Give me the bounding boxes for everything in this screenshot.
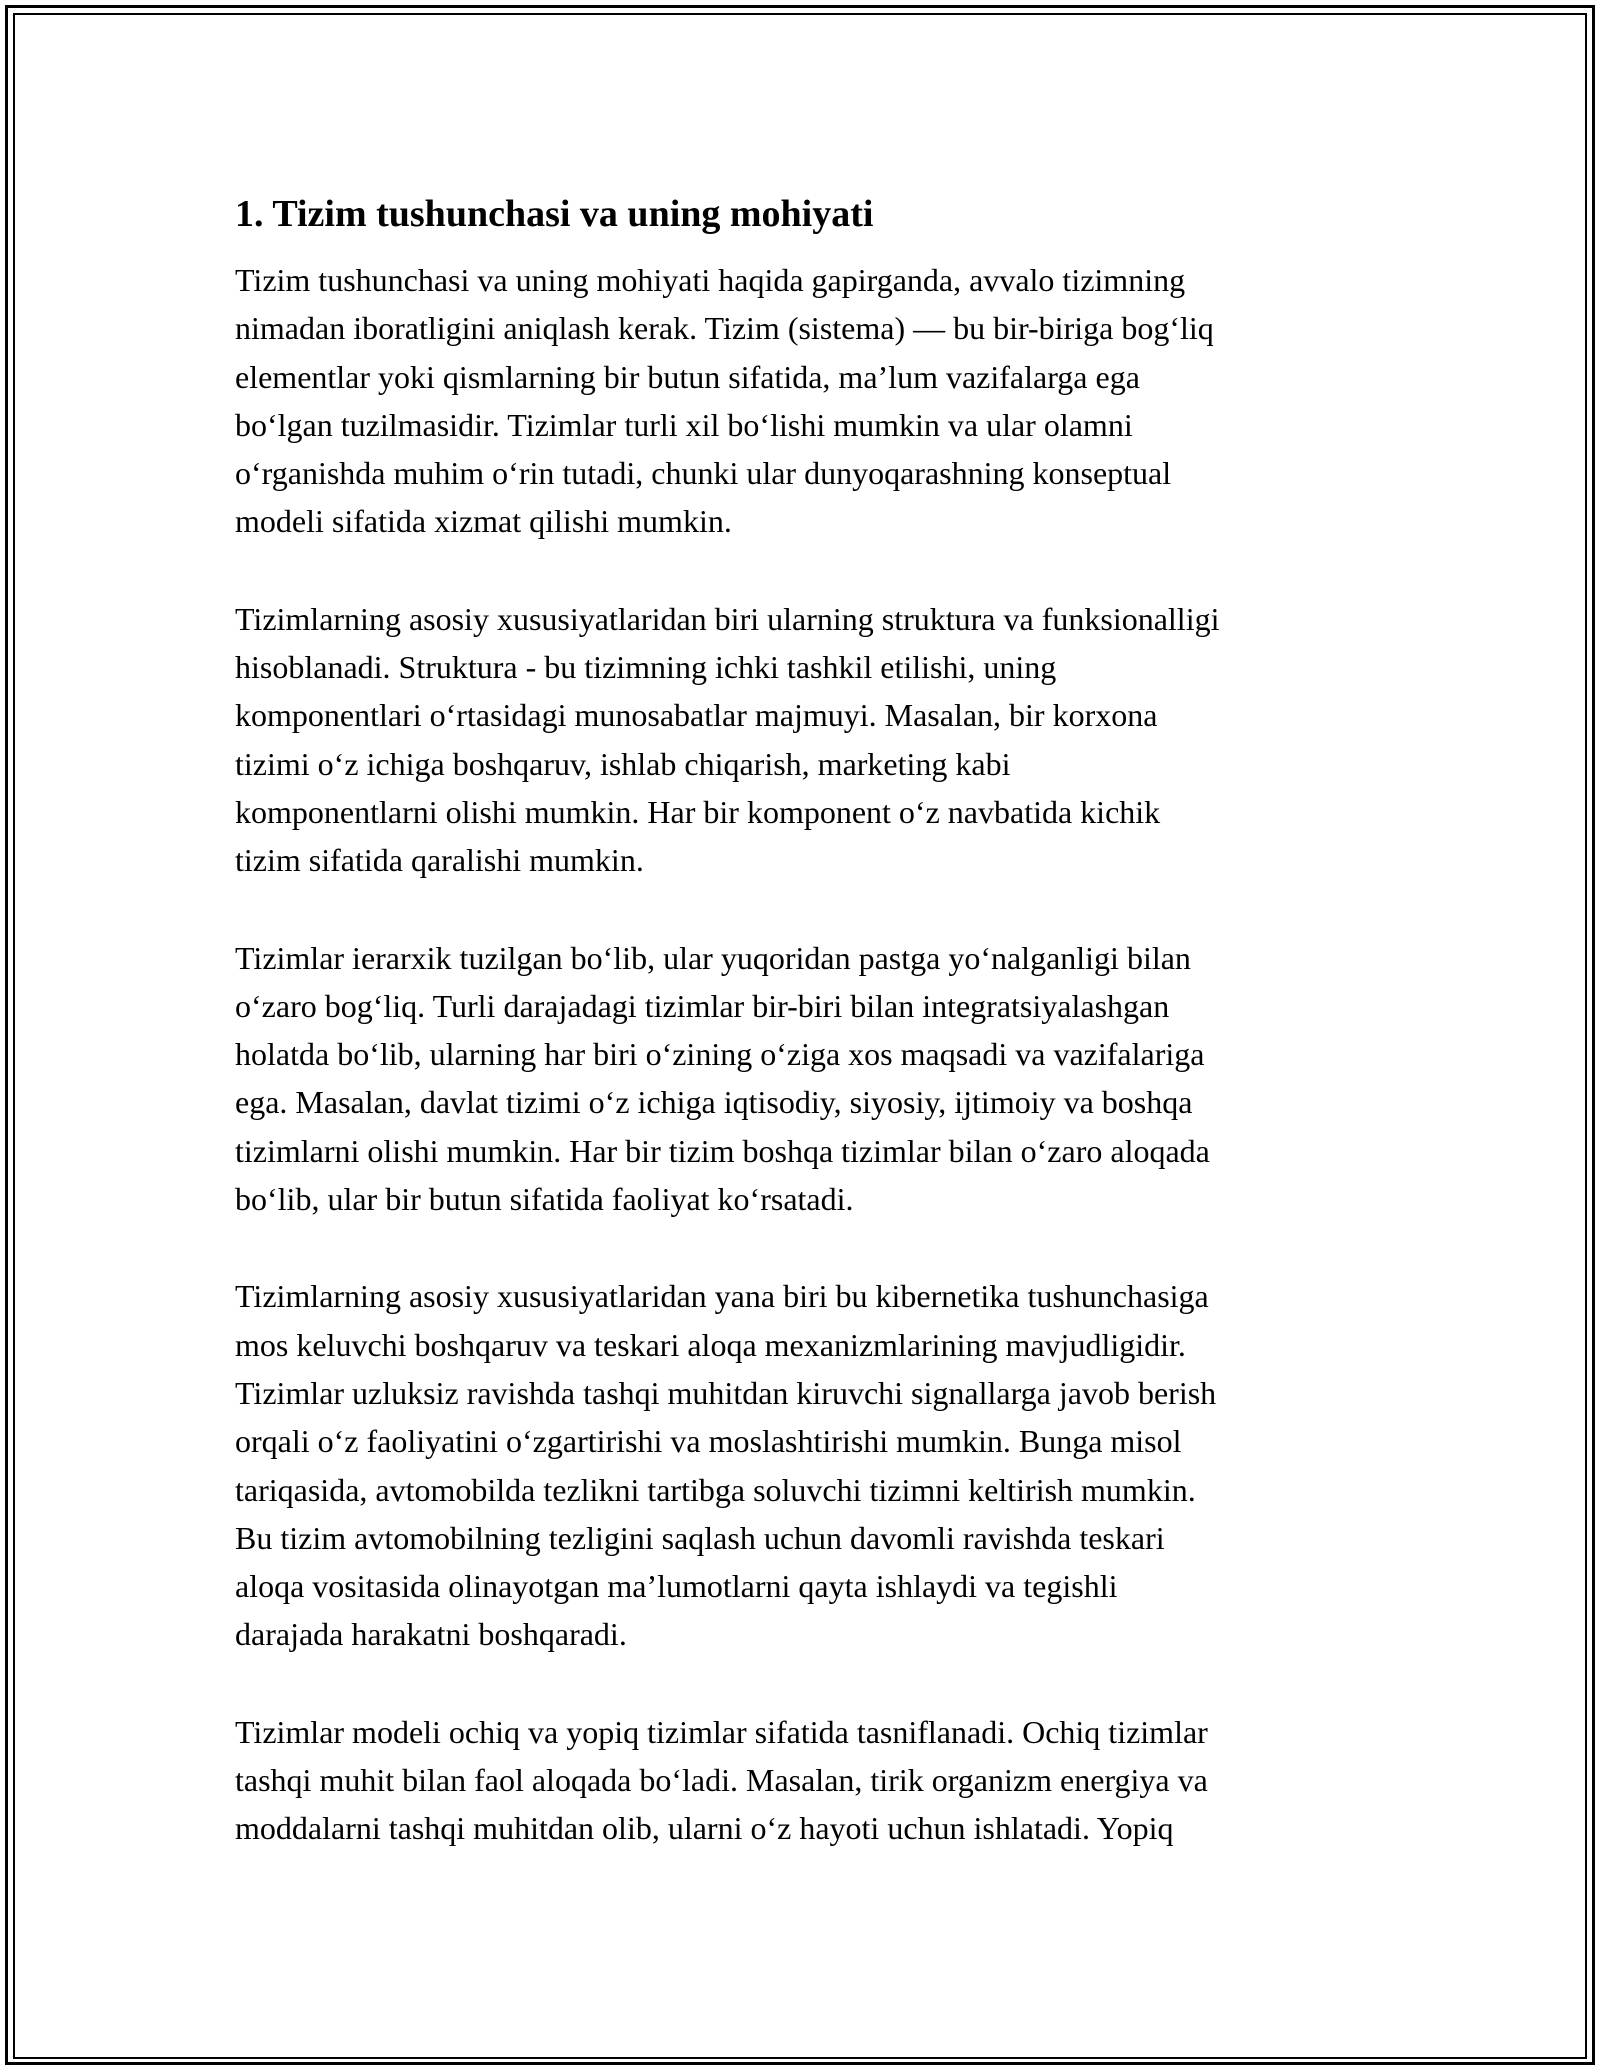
paragraph-line: moddalarni tashqi muhitdan olib, ularni o‘z hayoti uchun ishlatadi. Yopiq (235, 1810, 1174, 1847)
paragraph-line: o‘zaro bog‘liq. Turli darajadagi tizimlar bir-biri bilan integratsiyalashgan (235, 987, 1170, 1024)
paragraph-line: Tizimlar uzluksiz ravishda tashqi muhitdan kiruvchi signallarga javob berish (235, 1374, 1217, 1411)
paragraph-line: orqali o‘z faoliyatini o‘zgartirishi va moslashtirishi mumkin. Bunga misol (235, 1423, 1182, 1460)
section-heading: 1. Tizim tushunchasi va uning mohiyati (235, 193, 874, 235)
paragraph-line: bo‘lib, ular bir butun sifatida faoliyat ko‘rsatadi. (235, 1181, 854, 1218)
paragraph-line: tizim sifatida qaralishi mumkin. (235, 842, 644, 879)
paragraph-line: Bu tizim avtomobilning tezligini saqlash uchun davomli ravishda teskari (235, 1519, 1165, 1556)
paragraph-5 (235, 1708, 1385, 1853)
paragraph-line: mos keluvchi boshqaruv va teskari aloqa mexanizmlarining mavjudligidir. (235, 1326, 1186, 1363)
paragraph-line: Tizimlar modeli ochiq va yopiq tizimlar sifatida tasniflanadi. Ochiq tizimlar (235, 1713, 1208, 1750)
paragraph-line: darajada harakatni boshqaradi. (235, 1616, 627, 1653)
paragraph-line: holatda bo‘lib, ularning har biri o‘zining o‘ziga xos maqsadi va vazifalariga (235, 1036, 1205, 1073)
paragraph-4 (235, 1272, 1385, 1658)
paragraph-line: elementlar yoki qismlarning bir butun sifatida, ma’lum vazifalarga ega (235, 358, 1140, 395)
paragraph-line: komponentlarni olishi mumkin. Har bir komponent o‘z navbatida kichik (235, 793, 1161, 830)
paragraph-3 (235, 934, 1385, 1224)
paragraph-line: Tizimlar ierarxik tuzilgan bo‘lib, ular yuqoridan pastga yo‘nalganligi bilan (235, 939, 1191, 976)
document-body (235, 186, 1385, 1902)
paragraph-line: ega. Masalan, davlat tizimi o‘z ichiga iqtisodiy, siyosiy, ijtimoiy va boshqa (235, 1084, 1193, 1121)
paragraph-line: bo‘lgan tuzilmasidir. Tizimlar turli xil bo‘lishi mumkin va ular olamni (235, 406, 1133, 443)
paragraph-line: tizimi o‘z ichiga boshqaruv, ishlab chiqarish, marketing kabi (235, 745, 1011, 782)
paragraph-line: aloqa vositasida olinayotgan ma’lumotlarni qayta ishlaydi va tegishli (235, 1568, 1118, 1605)
paragraph-line: komponentlari o‘rtasidagi munosabatlar majmuyi. Masalan, bir korxona (235, 697, 1158, 734)
paragraph-1 (235, 256, 1385, 546)
paragraph-line: tizimlarni olishi mumkin. Har bir tizim boshqa tizimlar bilan o‘zaro aloqada (235, 1132, 1210, 1169)
paragraph-line: tariqasida, avtomobilda tezlikni tartibga soluvchi tizimni keltirish mumkin. (235, 1471, 1196, 1508)
paragraph-line: o‘rganishda muhim o‘rin tutadi, chunki ular dunyoqarashning konseptual (235, 455, 1172, 492)
paragraph-2 (235, 595, 1385, 885)
paragraph-line: tashqi muhit bilan faol aloqada bo‘ladi. Masalan, tirik organizm energiya va (235, 1762, 1208, 1799)
paragraph-line: Tizim tushunchasi va uning mohiyati haqida gapirganda, avvalo tizimning (235, 262, 1186, 298)
paragraph-line: hisoblanadi. Struktura - bu tizimning ichki tashkil etilishi, uning (235, 649, 1057, 686)
paragraph-line: Tizimlarning asosiy xususiyatlaridan yana biri bu kibernetika tushunchasiga (235, 1278, 1209, 1315)
paragraph-line: nimadan iboratligini aniqlash kerak. Tizim (sistema) — bu bir-biriga bog‘liq (235, 310, 1214, 347)
paragraph-line: Tizimlarning asosiy xususiyatlaridan biri ularning struktura va funksionalligi (235, 600, 1220, 637)
paragraph-line: modeli sifatida xizmat qilishi mumkin. (235, 503, 732, 540)
